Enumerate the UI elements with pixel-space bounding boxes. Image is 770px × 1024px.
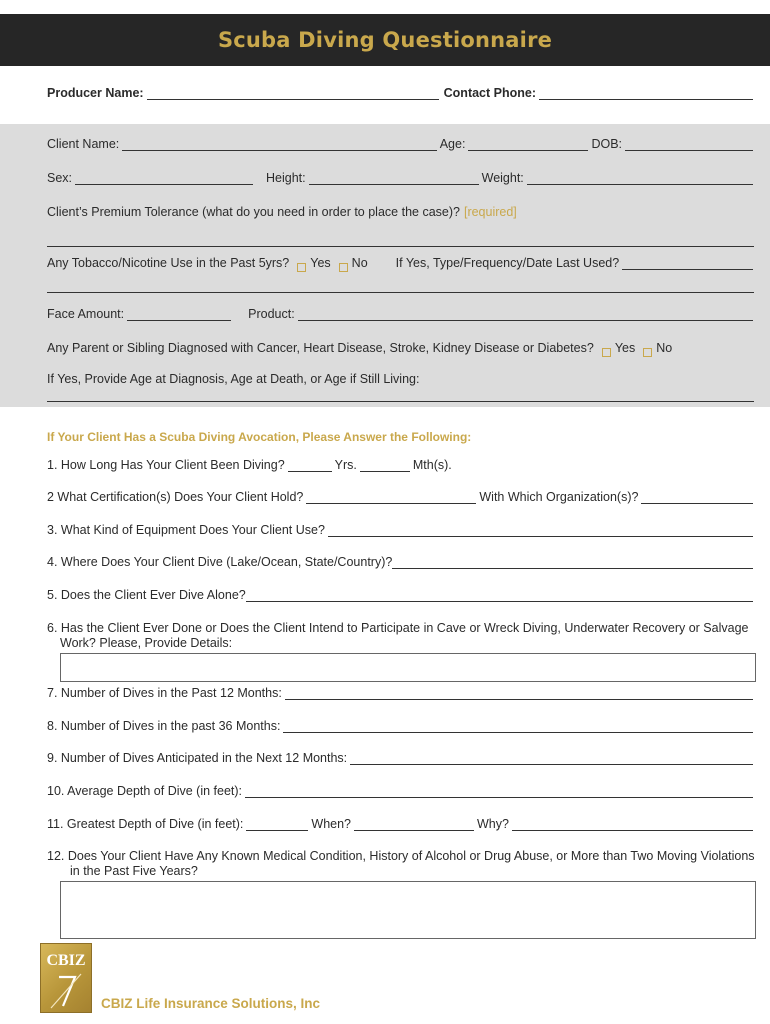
weight-label: Weight:	[481, 171, 524, 185]
height-field[interactable]	[309, 172, 479, 185]
q11-label: 11. Greatest Depth of Dive (in feet):	[47, 817, 244, 831]
question-11	[47, 816, 756, 832]
tobacco-details-field[interactable]	[47, 292, 754, 293]
q7-field[interactable]	[285, 687, 753, 700]
q2-org-label: With Which Organization(s)?	[479, 490, 639, 504]
question-9	[47, 750, 756, 766]
client-name-label: Client Name:	[47, 137, 120, 151]
family-followup-label: If Yes, Provide Age at Diagnosis, Age at Death, or Age if Still Living:	[47, 372, 420, 386]
q1-months-field[interactable]	[360, 459, 410, 472]
question-10	[47, 783, 756, 799]
q12-label-line1: 12. Does Your Client Have Any Known Medical Condition, History of Alcohol or Drug Abuse, or More than Two Moving Violations	[47, 849, 755, 863]
producer-row	[47, 85, 756, 101]
q9-field[interactable]	[350, 752, 753, 765]
q11-why-label: Why?	[477, 817, 509, 831]
q11-why-field[interactable]	[512, 818, 753, 831]
q4-label: 4. Where Does Your Client Dive (Lake/Ocean, State/Country)?	[47, 555, 393, 569]
height-label: Height:	[266, 171, 306, 185]
sex-label: Sex:	[47, 171, 73, 185]
question-12	[47, 848, 756, 864]
contact-phone-label: Contact Phone:	[443, 86, 536, 100]
product-field[interactable]	[298, 308, 753, 321]
q6-label-line2: Work? Please, Provide Details:	[60, 636, 233, 650]
question-5	[47, 587, 756, 603]
q3-label: 3. What Kind of Equipment Does Your Client Use?	[47, 523, 325, 537]
face-amount-label: Face Amount:	[47, 307, 125, 321]
q8-field[interactable]	[283, 720, 753, 733]
q11-when-field[interactable]	[354, 818, 474, 831]
question-3	[47, 522, 756, 538]
dob-field[interactable]	[625, 138, 753, 151]
tobacco-yes-checkbox[interactable]	[297, 263, 306, 272]
family-history-row	[47, 340, 756, 356]
q9-label: 9. Number of Dives Anticipated in the Next 12 Months:	[47, 751, 348, 765]
face-amount-row	[47, 306, 756, 322]
q8-label: 8. Number of Dives in the past 36 Months:	[47, 719, 281, 733]
question-1	[47, 457, 756, 473]
q1-years-field[interactable]	[288, 459, 332, 472]
tobacco-yes-label: Yes	[310, 256, 331, 270]
logo-stroke-icon	[41, 944, 93, 1014]
cbiz-logo	[40, 943, 92, 1013]
tobacco-followup-label: If Yes, Type/Frequency/Date Last Used?	[395, 256, 620, 270]
q1-label: 1. How Long Has Your Client Been Diving?	[47, 458, 285, 472]
dob-label: DOB:	[591, 137, 622, 151]
scuba-section-title: If Your Client Has a Scuba Diving Avocation, Please Answer the Following:	[47, 430, 472, 444]
client-name-field[interactable]	[122, 138, 436, 151]
question-4	[47, 554, 756, 570]
q1-years-label: Yrs.	[334, 458, 357, 472]
client-name-row	[47, 136, 756, 152]
q2-label: 2 What Certification(s) Does Your Client Hold?	[47, 490, 304, 504]
q1-months-label: Mth(s).	[412, 458, 452, 472]
family-yes-checkbox[interactable]	[602, 348, 611, 357]
weight-field[interactable]	[527, 172, 753, 185]
q3-field[interactable]	[328, 524, 753, 537]
q11-when-label: When?	[311, 817, 351, 831]
header-bar	[0, 14, 770, 66]
logo-text: CBIZ	[46, 952, 86, 969]
q4-field[interactable]	[392, 556, 753, 569]
q2-org-field[interactable]	[641, 491, 753, 504]
family-yes-label: Yes	[614, 341, 636, 355]
question-6	[47, 620, 756, 636]
page-title: Scuba Diving Questionnaire	[217, 28, 553, 52]
tobacco-label: Any Tobacco/Nicotine Use in the Past 5yrs?	[47, 256, 290, 270]
q11-depth-field[interactable]	[246, 818, 308, 831]
tobacco-followup-field[interactable]	[622, 257, 753, 270]
q10-field[interactable]	[245, 785, 753, 798]
premium-tolerance-field[interactable]	[47, 246, 754, 247]
q10-label: 10. Average Depth of Dive (in feet):	[47, 784, 243, 798]
sex-field[interactable]	[75, 172, 253, 185]
q7-label: 7. Number of Dives in the Past 12 Months:	[47, 686, 282, 700]
q2-certification-field[interactable]	[306, 491, 476, 504]
question-7	[47, 685, 756, 701]
premium-tolerance-row	[47, 204, 756, 220]
premium-tolerance-label: Client’s Premium Tolerance (what do you need in order to place the case)?	[47, 205, 460, 219]
sex-height-weight-row	[47, 170, 756, 186]
question-8	[47, 718, 756, 734]
family-followup-row	[47, 371, 756, 387]
q12-label-line2: in the Past Five Years?	[70, 864, 198, 878]
q12-details-box[interactable]	[60, 881, 756, 939]
family-history-label: Any Parent or Sibling Diagnosed with Cancer, Heart Disease, Stroke, Kidney Disease or Diabetes?	[47, 341, 594, 355]
company-name: CBIZ Life Insurance Solutions, Inc	[101, 996, 321, 1011]
family-no-checkbox[interactable]	[643, 348, 652, 357]
family-no-label: No	[656, 341, 673, 355]
tobacco-no-label: No	[351, 256, 368, 270]
family-followup-field[interactable]	[47, 401, 754, 402]
q5-field[interactable]	[246, 589, 753, 602]
tobacco-no-checkbox[interactable]	[339, 263, 348, 272]
q6-label-line1: 6. Has the Client Ever Done or Does the Client Intend to Participate in Cave or Wreck Diving, Underwater Recovery or Salvage	[47, 621, 749, 635]
product-label: Product:	[248, 307, 295, 321]
contact-phone-field[interactable]	[539, 87, 753, 100]
question-2	[47, 489, 756, 505]
face-amount-field[interactable]	[127, 308, 231, 321]
q6-details-box[interactable]	[60, 653, 756, 682]
age-field[interactable]	[468, 138, 588, 151]
tobacco-row	[47, 255, 756, 271]
q5-label: 5. Does the Client Ever Dive Alone?	[47, 588, 246, 602]
required-note: [required]	[463, 205, 517, 219]
age-label: Age:	[439, 137, 466, 151]
producer-name-label: Producer Name:	[47, 86, 144, 100]
producer-name-field[interactable]	[147, 87, 439, 100]
